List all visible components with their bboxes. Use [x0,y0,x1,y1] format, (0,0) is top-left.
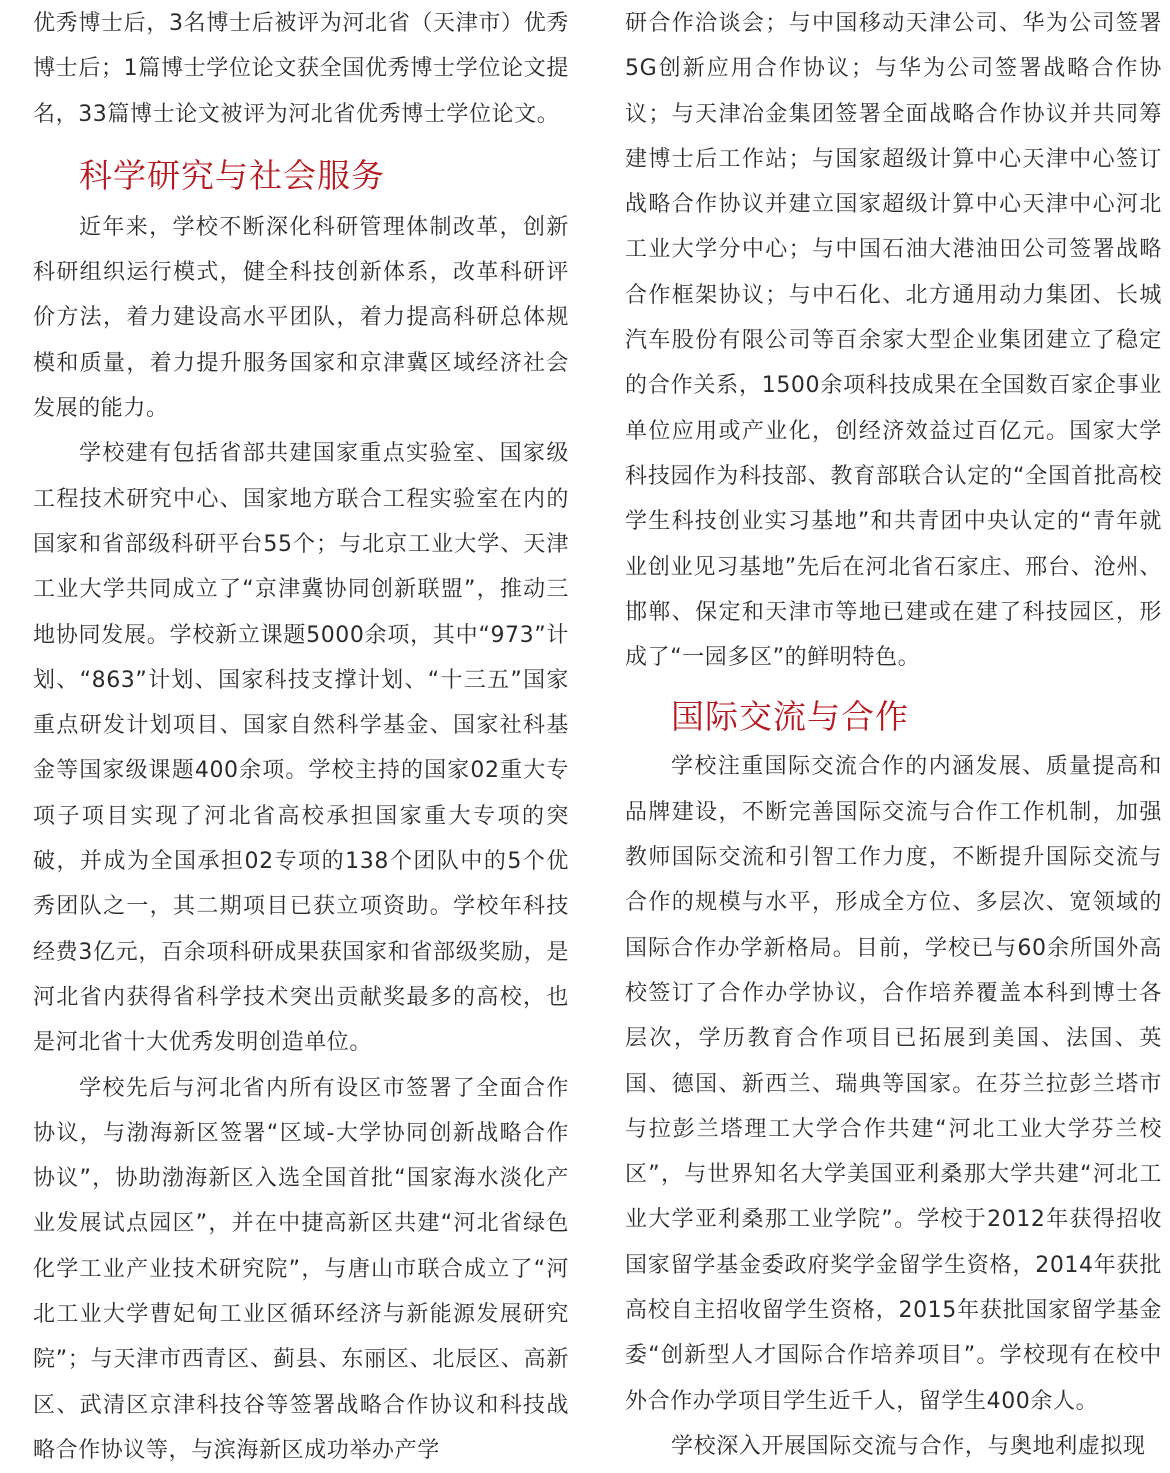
left-continuation-paragraph: 优秀博士后，3名博士后被评为河北省（天津市）优秀博士后；1篇博士学位论文获全国优秀博士学位论文提名，33篇博士论文被评为河北省优秀博士学位论文。 [33,11,569,127]
research-paragraph-1: 近年来，学校不断深化科研管理体制改革，创新科研组织运行模式，健全科技创新体系，改革科研评价方法，着力建设高水平团队，着力提高科研总体规模和质量，着力提升服务国家和京津冀区域经济社会发展的能力。 [33,214,569,422]
left-column [33,0,569,1473]
international-paragraph-1: 学校注重国际交流合作的内涵发展、质量提高和品牌建设，不断完善国际交流与合作工作机制，加强教师国际交流和引智工作力度，不断提升国际交流与合作的规模与水平，形成全方位、多层次、宽领域的国际合作办学新格局。目前，学校已与60余所国外高校签订了合作办学协议，合作培养覆盖本科到博士各层次，学历教育合作项目已拓展到美国、法国、英国、德国、新西兰、瑞典等国家。在芬兰拉彭兰塔市与拉彭兰塔理工大学合作共建“河北工业大学芬兰校区”，与世界知名大学美国亚利桑那大学共建“河北工业大学亚利桑那工业学院”。学校于2012年获得招收国家留学基金委政府奖学金留学生资格，2014年获批高校自主招收留学生资格，2015年获批国家留学基金委“创新型人才国际合作培养项目”。学校现有在校中外合作办学项目学生近千人，留学生400余人。 [625,754,1162,1414]
international-paragraph-2: 学校深入开展国际交流与合作，与奥地利虚拟现 [671,1433,1146,1459]
section-heading-research: 科学研究与社会服务 [79,155,385,195]
research-paragraph-3: 学校先后与河北省内所有设区市签署了全面合作协议，与渤海新区签署“区域-大学协同创新战略合作协议”，协助渤海新区入选全国首批“国家海水淡化产业发展试点园区”，并在中捷高新区共建“河北省绿色化学工业产业技术研究院”，与唐山市联合成立了“河北工业大学曹妃甸工业区循环经济与新能源发展研究院”；与天津市西青区、蓟县、东丽区、北辰区、高新区、武清区京津科技谷等签署战略合作协议和科技战略合作协议等，与滨海新区成功举办产学 [33,1075,569,1463]
right-continuation-paragraph: 研合作洽谈会；与中国移动天津公司、华为公司签署5G创新应用合作协议；与华为公司签署战略合作协议；与天津冶金集团签署全面战略合作协议并共同筹建博士后工作站；与国家超级计算中心天津中心签订战略合作协议并建立国家超级计算中心天津中心河北工业大学分中心；与中国石油大港油田公司签署战略合作框架协议；与中石化、北方通用动力集团、长城汽车股份有限公司等百余家大型企业集团建立了稳定的合作关系，1500余项科技成果在全国数百家企事业单位应用或产业化，创经济效益过百亿元。国家大学科技园作为科技部、教育部联合认定的“全国首批高校学生科技创业实习基地”和共青团中央认定的“青年就业创业见习基地”先后在河北省石家庄、邢台、沧州、邯郸、保定和天津市等地已建或在建了科技园区，形成了“一园多区”的鲜明特色。 [625,11,1162,671]
research-paragraph-2: 学校建有包括省部共建国家重点实验室、国家级工程技术研究中心、国家地方联合工程实验室在内的国家和省部级科研平台55个；与北京工业大学、天津工业大学共同成立了“京津冀协同创新联盟”，推动三地协同发展。学校新立课题5000余项，其中“973”计划、“863”计划、国家科技支撑计划、“十三五”国家重点研发计划项目、国家自然科学基金、国家社科基金等国家级课题400余项。学校主持的国家02重大专项子项目实现了河北省高校承担国家重大专项的突破，并成为全国承担02专项的138个团队中的5个优秀团队之一，其二期项目已获立项资助。学校年科技经费3亿元，百余项科研成果获国家和省部级奖励，是河北省内获得省科学技术突出贡献奖最多的高校，也是河北省十大优秀发明创造单位。 [33,441,569,1056]
right-column [625,0,1162,1469]
section-heading-international: 国际交流与合作 [671,697,909,737]
